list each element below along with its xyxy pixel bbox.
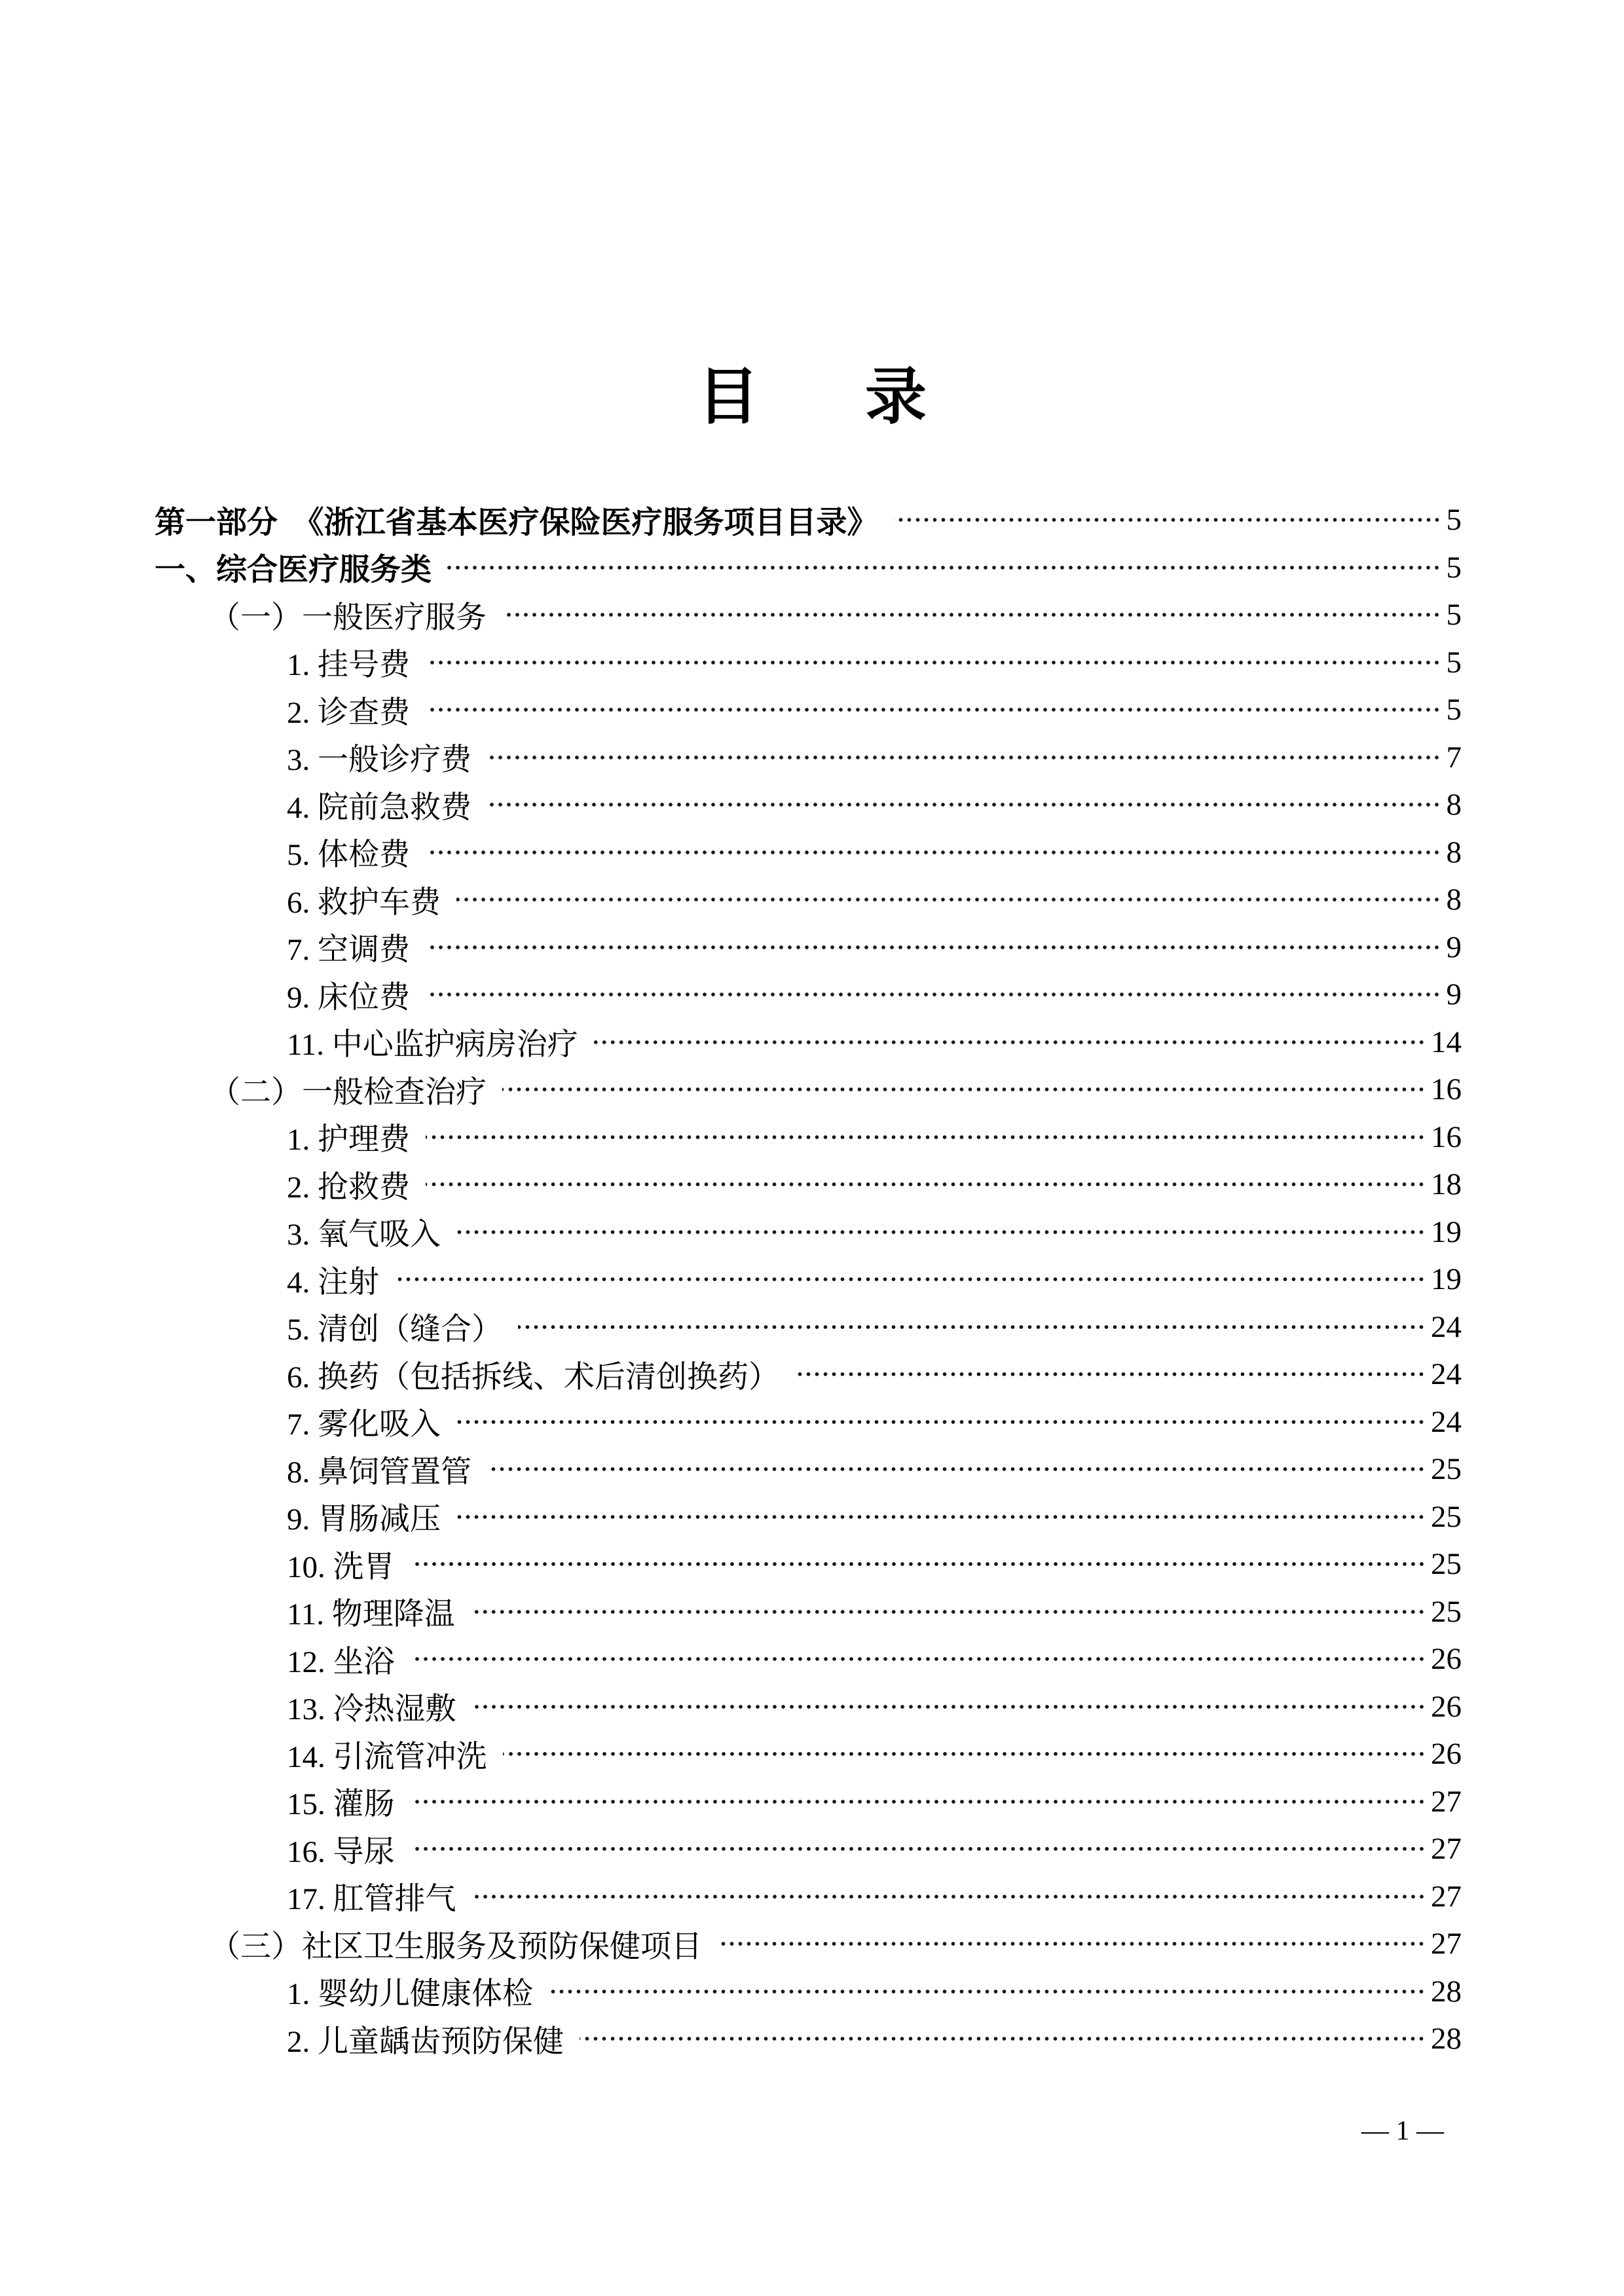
toc-entry (155, 686, 1462, 734)
toc-entry-page-number: 26 (1431, 1689, 1462, 1724)
toc-entry-page-number: 27 (1431, 1879, 1462, 1914)
toc-entry (155, 1873, 1462, 1921)
toc-entry-label: 16. 导尿 (287, 1834, 395, 1869)
toc-entry-label: 14. 引流管冲洗 (287, 1740, 487, 1774)
toc-entry-page-number: 16 (1431, 1120, 1462, 1154)
toc-entry (155, 734, 1462, 782)
toc-entry-label: 10. 洗胃 (287, 1550, 395, 1584)
toc-entry (155, 1446, 1462, 1493)
toc-entry-label: 11. 中心监护病房治疗 (287, 1028, 578, 1063)
dot-leader (472, 1892, 1426, 1901)
dot-leader (580, 2034, 1426, 2043)
dot-leader (718, 1939, 1426, 1948)
page-number-footer: — 1 — (1361, 2116, 1444, 2146)
toc-entry (155, 496, 1462, 544)
toc-entry-page-number: 16 (1431, 1072, 1462, 1107)
toc-entry-page-number: 27 (1431, 1832, 1462, 1867)
dot-leader (456, 1417, 1426, 1427)
page-title: 目 录 (697, 363, 949, 431)
toc-entry (155, 1303, 1462, 1351)
toc-entry-label: 11. 物理降温 (287, 1597, 455, 1632)
toc-entry-page-number: 25 (1431, 1547, 1462, 1582)
toc-entry (155, 1114, 1462, 1161)
toc-entry-label: （一）一般医疗服务 (210, 600, 487, 635)
dot-leader (487, 800, 1441, 809)
toc-entry (155, 1968, 1462, 2016)
toc-entry-page-number: 5 (1446, 693, 1462, 727)
toc-entry-page-number: 8 (1446, 883, 1462, 917)
toc-entry-page-number: 25 (1431, 1499, 1462, 1534)
toc-entry-page-number: 8 (1446, 835, 1462, 869)
toc-entry (155, 829, 1462, 877)
toc-entry-page-number: 14 (1431, 1025, 1462, 1059)
toc-entry-page-number: 18 (1431, 1167, 1462, 1202)
toc-entry (155, 876, 1462, 924)
toc-entry-label: 17. 肛管排气 (287, 1882, 456, 1917)
toc-entry-page-number: 24 (1431, 1357, 1462, 1392)
toc-entry-label: 7. 空调费 (287, 933, 410, 968)
toc-entry-page-number: 24 (1431, 1309, 1462, 1344)
toc-entry (155, 1683, 1462, 1731)
toc-entry (155, 1778, 1462, 1826)
toc-entry-label: 3. 氧气吸入 (287, 1218, 441, 1252)
dot-leader (487, 1465, 1426, 1474)
toc-entry-page-number: 28 (1431, 2022, 1462, 2056)
dot-leader (411, 1654, 1426, 1664)
toc-list (155, 496, 1462, 2063)
toc-entry-page-number: 26 (1431, 1642, 1462, 1677)
dot-leader (894, 515, 1441, 524)
toc-entry-label: 5. 体检费 (287, 838, 410, 873)
toc-entry-page-number: 7 (1446, 740, 1462, 774)
toc-entry (155, 781, 1462, 829)
toc-entry-label: 第一部分 《浙江省基本医疗保险医疗服务项目目录》 (155, 504, 878, 539)
toc-entry (155, 2015, 1462, 2063)
toc-entry-page-number: 25 (1431, 1452, 1462, 1487)
toc-entry-page-number: 5 (1446, 598, 1462, 632)
toc-entry (155, 591, 1462, 639)
toc-entry-page-number: 9 (1446, 977, 1462, 1012)
toc-entry-label: 9. 胃肠减压 (287, 1503, 441, 1537)
toc-entry-page-number: 24 (1431, 1404, 1462, 1439)
toc-entry (155, 1825, 1462, 1873)
dot-leader (426, 658, 1441, 667)
dot-leader (411, 1559, 1426, 1569)
toc-entry (155, 544, 1462, 592)
dot-leader (502, 610, 1441, 619)
toc-entry-page-number: 9 (1446, 930, 1462, 964)
toc-entry-label: 7. 雾化吸入 (287, 1408, 441, 1442)
toc-entry-page-number: 19 (1431, 1262, 1462, 1297)
toc-entry (155, 924, 1462, 972)
dot-leader (502, 1085, 1426, 1094)
toc-entry-label: 4. 注射 (287, 1265, 379, 1300)
toc-entry-page-number: 27 (1431, 1784, 1462, 1819)
toc-entry (155, 1635, 1462, 1683)
toc-entry-label: 一、综合医疗服务类 (155, 552, 432, 587)
dot-leader (471, 1607, 1426, 1616)
dot-leader (503, 1749, 1426, 1758)
dot-leader (426, 1133, 1426, 1142)
toc-entry-page-number: 27 (1431, 1927, 1462, 1961)
dot-leader (447, 563, 1441, 572)
toc-entry (155, 1066, 1462, 1114)
toc-entry-page-number: 28 (1431, 1974, 1462, 2009)
toc-entry (155, 1398, 1462, 1446)
dot-leader (456, 895, 1441, 904)
dot-leader (487, 753, 1441, 762)
dot-leader (426, 990, 1441, 999)
toc-entry-page-number: 8 (1446, 788, 1462, 822)
toc-entry (155, 639, 1462, 687)
toc-entry (155, 1161, 1462, 1209)
toc-entry-page-number: 25 (1431, 1594, 1462, 1629)
dot-leader (594, 1038, 1426, 1047)
toc-entry (155, 1920, 1462, 1968)
dot-leader (518, 1322, 1426, 1332)
toc-entry (155, 1493, 1462, 1541)
dot-leader (426, 1180, 1426, 1189)
dot-leader (411, 1844, 1426, 1853)
dot-leader (472, 1702, 1426, 1711)
toc-entry-label: 1. 护理费 (287, 1123, 410, 1157)
toc-entry-page-number: 5 (1446, 550, 1462, 585)
dot-leader (795, 1370, 1426, 1379)
toc-entry-label: 9. 床位费 (287, 980, 410, 1015)
toc-entry-label: 2. 儿童龋齿预防保健 (287, 2024, 564, 2059)
toc-entry (155, 1540, 1462, 1588)
toc-entry-label: 1. 婴幼儿健康体检 (287, 1977, 533, 2012)
toc-entry-page-number: 5 (1446, 645, 1462, 680)
toc-entry-label: 4. 院前急救费 (287, 790, 471, 825)
dot-leader (411, 1797, 1426, 1806)
toc-entry (155, 1019, 1462, 1066)
dot-leader (426, 848, 1441, 857)
toc-entry-label: 15. 灌肠 (287, 1787, 395, 1822)
toc-entry (155, 1588, 1462, 1636)
toc-entry-label: 1. 挂号费 (287, 648, 410, 683)
toc-entry-label: （二）一般检查治疗 (210, 1075, 487, 1110)
toc-entry-label: 13. 冷热湿敷 (287, 1692, 456, 1727)
toc-entry-label: 2. 抢救费 (287, 1170, 410, 1205)
toc-entry-page-number: 19 (1431, 1214, 1462, 1249)
toc-entry (155, 971, 1462, 1019)
toc-entry-label: 8. 鼻饲管置管 (287, 1455, 471, 1489)
toc-entry (155, 1209, 1462, 1256)
dot-leader (426, 705, 1441, 714)
toc-entry-label: 3. 一般诊疗费 (287, 743, 471, 778)
toc-entry-label: 6. 救护车费 (287, 885, 441, 920)
dot-leader (426, 943, 1441, 952)
dot-leader (395, 1275, 1426, 1284)
toc-entry (155, 1256, 1462, 1303)
dot-leader (549, 1987, 1426, 1996)
toc-entry-label: 12. 坐浴 (287, 1645, 395, 1679)
toc-entry-page-number: 26 (1431, 1737, 1462, 1772)
toc-entry-page-number: 5 (1446, 503, 1462, 538)
dot-leader (456, 1512, 1426, 1522)
toc-entry-label: 6. 换药（包括拆线、术后清创换药） (287, 1360, 779, 1394)
toc-entry-label: （三）社区卫生服务及预防保健项目 (210, 1929, 702, 1964)
toc-entry-label: 5. 清创（缝合） (287, 1313, 502, 1347)
toc-entry (155, 1730, 1462, 1778)
toc-entry (155, 1351, 1462, 1398)
toc-entry-label: 2. 诊查费 (287, 695, 410, 730)
dot-leader (456, 1228, 1426, 1237)
